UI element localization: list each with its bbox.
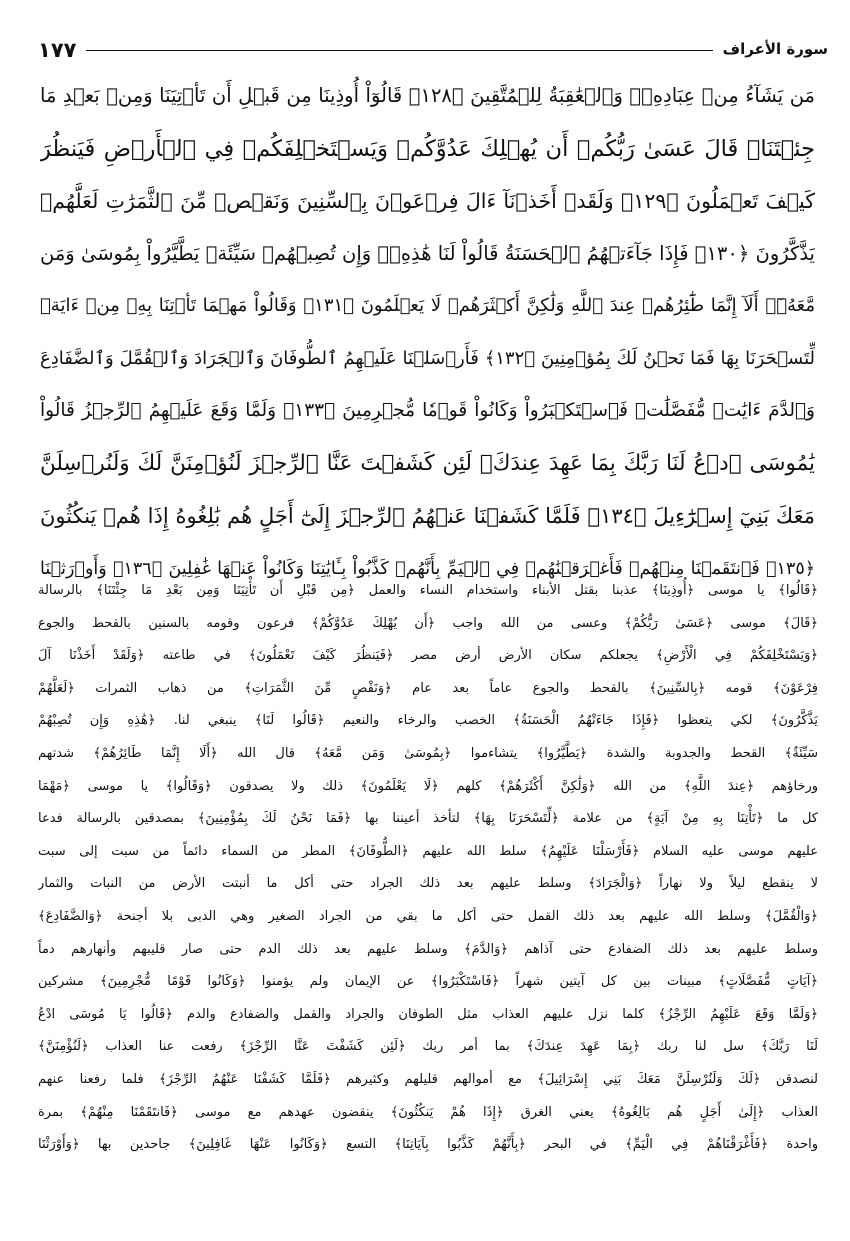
- tafsir-line: لا ينقطع ليلاً ولا نهاراً ﴿وَالْجَرَادَ﴾ وسلط عليهم بعد ذلك الجراد حتى أكل ما أنبتت الأرض من النبات والثمار: [38, 876, 818, 892]
- tafsir-line: ﴿وَالْقُمَّلَ﴾ وسلط الله عليهم بعد ذلك القمل حتى أكل ما بقي من الجراد الصغير وهي الدبى بلا أجنحة ﴿وَالضَّفَادِعَ﴾: [38, 908, 818, 924]
- tafsir-line: العذاب ﴿إِلَىٰ أَجَلٍ هُم بَالِغُوهُ﴾ يعني الغرق ﴿إِذَا هُمْ يَنكُثُونَ﴾ ينقضون عهدهم مع موسى ﴿فَانتَقَمْنَا مِنْهُمْ﴾ بمرة: [38, 1104, 818, 1120]
- tafsir-line: فِرْعَوْنَ﴾ قومه ﴿بِالسِّنِينَ﴾ بالقحط والجوع عاماً بعد عام ﴿وَنَقْصٍ مِّنَ الثَّمَرَاتِ﴾ من ذهاب الثمرات ﴿لَعَلَّهُمْ: [38, 680, 818, 696]
- tafsir-line: ﴿آيَاتٍ مُّفَصَّلَاتٍ﴾ مبينات بين كل آيتين شهراً ﴿فَاسْتَكْبَرُوا﴾ عن الإيمان ولم يؤمنوا ﴿وَكَانُوا قَوْمًا مُّجْرِمِينَ﴾ مشركين: [38, 974, 818, 990]
- tafsir-line: لنصدقن ﴿لَكَ وَلَنُرْسِلَنَّ مَعَكَ بَنِي إِسْرَائِيلَ﴾ مع أموالهم قليلهم وكثيرهم ﴿فَلَمَّا كَشَفْنَا عَنْهُمُ الرِّجْزَ﴾ فلما رفعنا عنهم: [38, 1071, 818, 1087]
- quran-line: يَٰمُوسَى ٱدۡعُ لَنَا رَبَّكَ بِمَا عَهِدَ عِندَكَۖ لَئِن كَشَفۡتَ عَنَّا ٱلرِّجۡزَ لَنُؤۡمِنَنَّ لَكَ وَلَنُرۡسِلَنَّ: [40, 450, 815, 476]
- tafsir-line: ورخاؤهم ﴿عِندَ اللَّهِ﴾ من الله ﴿وَلَٰكِنَّ أَكْثَرَهُمْ﴾ كلهم ﴿لَا يَعْلَمُونَ﴾ ذلك ولا يصدقون ﴿وَقَالُوا﴾ يا موسى ﴿مَهْمَا: [38, 778, 818, 794]
- header-rule: [86, 50, 712, 51]
- tafsir-line: ﴿وَلَمَّا وَقَعَ عَلَيْهِمُ الرِّجْزُ﴾ كلما نزل عليهم العذاب مثل الطوفان والجراد والقمل والضفادع والدم ﴿قَالُوا يَا مُوسَى ادْعُ: [38, 1006, 818, 1022]
- tafsir-line: لَنَا رَبَّكَ﴾ سل لنا ربك ﴿بِمَا عَهِدَ عِندَكَ﴾ بما أمر ربك ﴿لَئِن كَشَفْتَ عَنَّا الرِّجْزَ﴾ رفعت عنا العذاب ﴿لَنُؤْمِنَنَّ﴾: [38, 1039, 818, 1055]
- page-number: ١٧٧: [38, 38, 77, 62]
- tafsir-line: كل ما ﴿تَأْتِنَا بِهِ مِنْ آيَةٍ﴾ من علامة ﴿لِّتَسْحَرَنَا بِهَا﴾ لتأخذ أعيننا بها ﴿فَمَا نَحْنُ لَكَ بِمُؤْمِنِينَ﴾ بمصدقين بالرسالة فدعا: [38, 811, 818, 827]
- quran-line: مَّعَهُۥٓۗ أَلَآ إِنَّمَا طَٰٓئِرُهُمۡ عِندَ ٱللَّهِ وَلَٰكِنَّ أَكۡثَرَهُمۡ لَا يَعۡلَمُونَ ﴿١٣١﴾ وَقَالُواْ مَهۡمَا تَأۡتِنَا بِهِۦ مِنۡ ءَايَةٖ: [40, 295, 815, 316]
- quran-line: يَذَّكَّرُونَ ﴿١٣٠﴾ فَإِذَا جَآءَتۡهُمُ ٱلۡحَسَنَةُ قَالُواْ لَنَا هَٰذِهِۦۖ وَإِن تُصِبۡهُمۡ سَيِّئَةٞ يَطَّيَّرُواْ بِمُوسَىٰ وَمَن: [40, 241, 815, 265]
- quran-line: ﴿١٣٥﴾ فَٱنتَقَمۡنَا مِنۡهُمۡ فَأَغۡرَقۡنَٰهُمۡ فِي ٱلۡيَمِّ بِأَنَّهُمۡ كَذَّبُواْ بِـَٔايَٰتِنَا وَكَانُواْ عَنۡهَا غَٰفِلِينَ ﴿١٣٦﴾ وَأَوۡرَثۡنَا: [40, 558, 815, 579]
- tafsir-line: يَذَّكَّرُونَ﴾ لكي يتعظوا ﴿فَإِذَا جَاءَتْهُمُ الْحَسَنَةُ﴾ الخصب والرخاء والنعيم ﴿قَالُوا لَنَا﴾ ينبغي لنا. ﴿هَٰذِهِ وَإِن تُصِبْهُمْ: [38, 713, 818, 729]
- tafsir-line: ﴿وَيَسْتَخْلِفَكُمْ فِي الْأَرْضِ﴾ يجعلكم سكان الأرض أرض مصر ﴿فَيَنظُرَ كَيْفَ تَعْمَلُونَ﴾ في طاعته ﴿وَلَقَدْ أَخَذْنَا آلَ: [38, 648, 818, 664]
- page-header: [38, 30, 828, 64]
- tafsir-line: ﴿قَالَ﴾ موسى ﴿عَسَىٰ رَبُّكُمْ﴾ وعسى من الله واجب ﴿أَن يُهْلِكَ عَدُوَّكُمْ﴾ فرعون وقومه بالسنين بالقحط والجوع: [38, 615, 818, 631]
- tafsir-line: عليهم موسى عليه السلام ﴿فَأَرْسَلْنَا عَلَيْهِمُ﴾ سلط الله عليهم ﴿الطُّوفَانَ﴾ المطر من السماء دائماً من سبت إلى سبت: [38, 843, 818, 859]
- quran-line: كَيۡفَ تَعۡمَلُونَ ﴿١٢٩﴾ وَلَقَدۡ أَخَذۡنَآ ءَالَ فِرۡعَوۡنَ بِٱلسِّنِينَ وَنَقۡصٖ مِّنَ ٱلثَّمَرَٰتِ لَعَلَّهُمۡ: [40, 189, 815, 213]
- tafsir-line: وسلط عليهم بعد ذلك الضفادع حتى آذاهم ﴿وَالدَّمَ﴾ وسلط عليهم بعد ذلك الدم حتى صار قليبهم وأنهارهم دماً: [38, 941, 818, 957]
- tafsir-text-block: [38, 575, 818, 1162]
- tafsir-line: ﴿قَالُوا﴾ يا موسى ﴿أُوذِينَا﴾ عذبنا بقتل الأبناء واستخدام النساء والعمل ﴿مِن قَبْلِ أَن تَأْتِيَنَا وَمِن بَعْدِ مَا جِئْتَنَا﴾ بالرسالة: [38, 583, 818, 598]
- surah-name: سورة الأعراف: [722, 40, 828, 58]
- quran-line: مَن يَشَآءُ مِنۡ عِبَادِهِۦۖ وَٱلۡعَٰقِبَةُ لِلۡمُتَّقِينَ ﴿١٢٨﴾ قَالُوٓاْ أُوذِينَا مِن قَبۡلِ أَن تَأۡتِيَنَا وَمِنۢ بَعۡدِ مَا: [40, 84, 815, 107]
- quran-line: لِّتَسۡحَرَنَا بِهَا فَمَا نَحۡنُ لَكَ بِمُؤۡمِنِينَ ﴿١٣٢﴾ فَأَرۡسَلۡنَا عَلَيۡهِمُ ٱلطُّوفَانَ وَٱلۡجَرَادَ وَٱلۡقُمَّلَ وَٱلضَّفَادِعَ: [40, 347, 815, 369]
- tafsir-line: واحدة ﴿فَأَغْرَقْنَاهُمْ فِي الْيَمِّ﴾ في البحر ﴿بِأَنَّهُمْ كَذَّبُوا بِآيَاتِنَا﴾ التسع ﴿وَكَانُوا عَنْهَا غَافِلِينَ﴾ جاحدين بها ﴿وَأَوْرَثْنَا: [38, 1137, 818, 1153]
- quran-text-block: [40, 70, 815, 595]
- tafsir-line: سَيِّئَةٌ﴾ القحط والجدوبة والشدة ﴿يَطَّيَّرُوا﴾ يتشاءموا ﴿بِمُوسَىٰ وَمَن مَّعَهُ﴾ قال الله ﴿أَلَا إِنَّمَا طَائِرُهُمْ﴾ شدتهم: [38, 745, 818, 761]
- quran-line: جِئۡتَنَاۚ قَالَ عَسَىٰ رَبُّكُمۡ أَن يُهۡلِكَ عَدُوَّكُمۡ وَيَسۡتَخۡلِفَكُمۡ فِي ٱلۡأَرۡضِ فَيَنظُرَ: [40, 135, 815, 162]
- quran-line: وَٱلدَّمَ ءَايَٰتٖ مُّفَصَّلَٰتٖ فَٱسۡتَكۡبَرُواْ وَكَانُواْ قَوۡمٗا مُّجۡرِمِينَ ﴿١٣٣﴾ وَلَمَّا وَقَعَ عَلَيۡهِمُ ٱلرِّجۡزُ قَالُواْ: [40, 400, 815, 421]
- quran-line: مَعَكَ بَنِيٓ إِسۡرَٰٓءِيلَ ﴿١٣٤﴾ فَلَمَّا كَشَفۡنَا عَنۡهُمُ ٱلرِّجۡزَ إِلَىٰٓ أَجَلٍ هُم بَٰلِغُوهُ إِذَا هُمۡ يَنكُثُونَ: [40, 504, 815, 528]
